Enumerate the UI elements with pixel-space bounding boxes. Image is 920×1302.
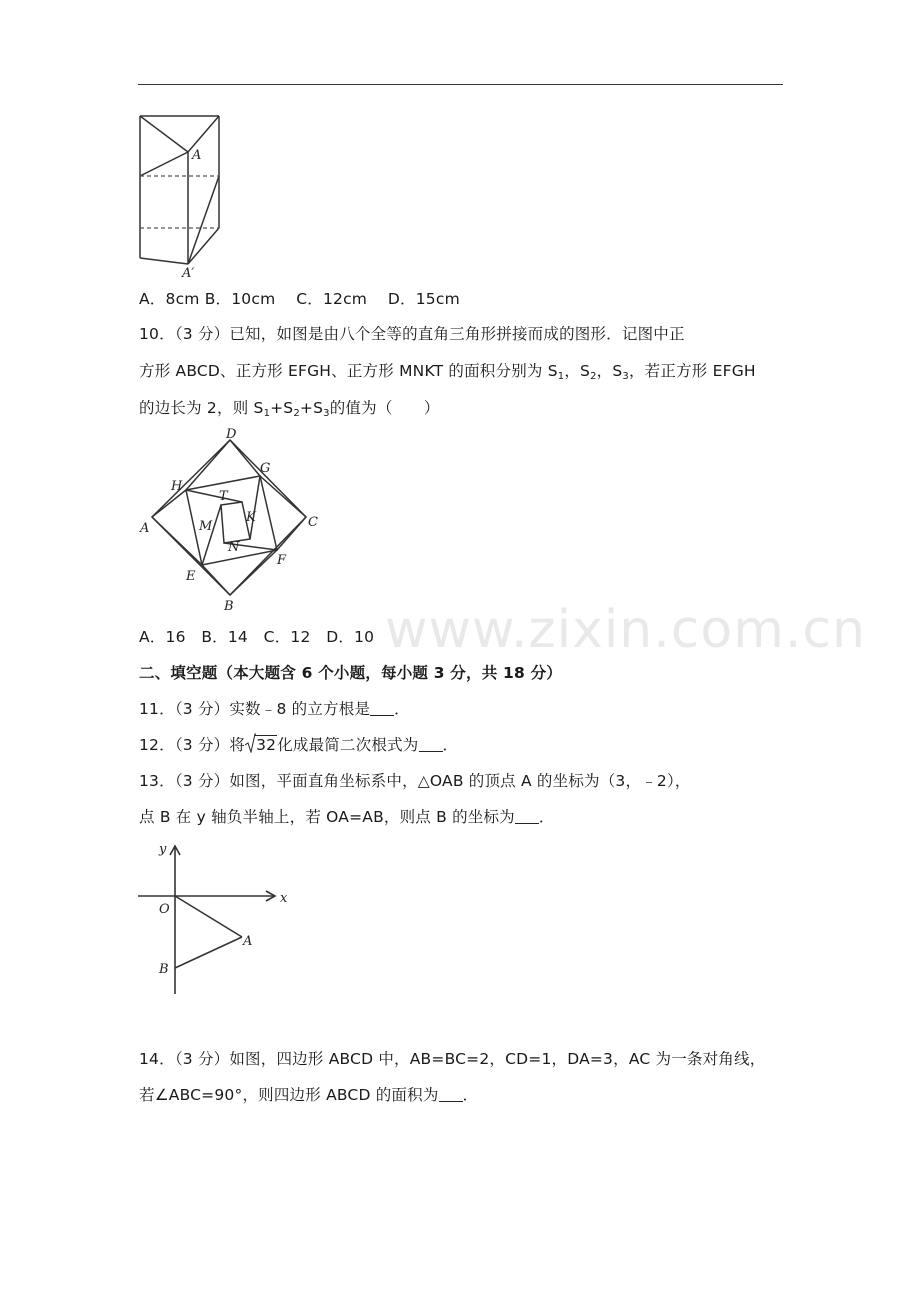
heading-part-c: 个小题，每小题 xyxy=(312,664,434,682)
q10-line2-pre: 方形 ABCD、正方形 EFGH、正方形 MNKT 的面积分别为 S xyxy=(139,362,558,380)
heading-part-a: 二、填空题（本大题含 xyxy=(139,664,302,682)
q12-pre: 12．（3 分）将 xyxy=(139,736,246,754)
q11-post: ． xyxy=(394,700,410,718)
q13-answer-blank[interactable] xyxy=(515,809,539,824)
q10-line3-p1: +S xyxy=(270,399,294,417)
q14-line1: 14．（3 分）如图，四边形 ABCD 中，AB=BC=2，CD=1，DA=3，AC 为一条对角线， xyxy=(139,1050,766,1068)
axis-y-label: y xyxy=(159,842,167,857)
coordinate-figure xyxy=(135,838,295,998)
q12-mid: 化成最简二次根式为 xyxy=(277,736,419,754)
label-A: A xyxy=(140,521,150,536)
q11-pre: 11．（3 分）实数﹣8 的立方根是 xyxy=(139,700,371,718)
label-T: T xyxy=(219,489,228,504)
q10-line2-sep2: ，S xyxy=(596,362,623,380)
q12-radicand: 32 xyxy=(256,736,277,754)
label-F: F xyxy=(277,553,287,568)
q10-line3-pre: 的边长为 2，则 S xyxy=(139,399,264,417)
q10-line2-post: ，若正方形 EFGH xyxy=(628,362,756,380)
q10-line2-sep1: ，S xyxy=(564,362,591,380)
q14-answer-blank[interactable] xyxy=(439,1087,463,1102)
q10-line2-s3: 3 xyxy=(622,371,629,382)
q12 xyxy=(139,734,458,756)
prism-figure xyxy=(136,112,236,282)
squares-figure xyxy=(130,420,340,620)
heading-part-f: 18 xyxy=(503,664,525,682)
q10-line2-s2: 2 xyxy=(590,371,597,382)
label-G: G xyxy=(260,461,271,476)
q10-line3-s2: 2 xyxy=(293,408,300,419)
q10-line3-post: 的值为（ ） xyxy=(329,399,440,417)
q10-line3-s1: 1 xyxy=(263,408,271,419)
q11 xyxy=(139,698,410,720)
q10-line1: 10．（3 分）已知，如图是由八个全等的直角三角形拼接而成的图形．记图中正 xyxy=(139,325,685,343)
q14-line2-post: ． xyxy=(462,1086,479,1104)
label-K: K xyxy=(246,510,256,525)
q10-line3 xyxy=(139,397,440,419)
heading-part-d: 3 xyxy=(433,664,445,682)
q12-post: ． xyxy=(442,736,459,754)
heading-part-b: 6 xyxy=(301,664,313,682)
q10-options: A．16 B．14 C．12 D．10 xyxy=(139,628,375,646)
label-N: N xyxy=(228,540,240,555)
heading-part-e: 分，共 xyxy=(444,664,503,682)
q10-line3-s3: 3 xyxy=(323,408,330,419)
label-C: C xyxy=(308,515,318,530)
label-D: D xyxy=(226,427,237,442)
q9-options: A．8cm B．10cm C．12cm D．15cm xyxy=(139,290,460,308)
q10-line3-p2: +S xyxy=(299,399,324,417)
label-B: B xyxy=(224,599,234,614)
q10-line2-s1: 1 xyxy=(557,371,565,382)
q13-line2-post: ． xyxy=(538,808,555,826)
q13-line2 xyxy=(139,806,555,828)
q13-line2-pre: 点 B 在 y 轴负半轴上，若 OA=AB，则点 B 的坐标为 xyxy=(139,808,515,826)
label-H: H xyxy=(171,479,183,494)
header-rule xyxy=(138,84,783,85)
sqrt-symbol xyxy=(245,734,277,756)
watermark: www.zixin.com.cn xyxy=(385,600,866,660)
label-A: A xyxy=(243,934,253,949)
label-E: E xyxy=(186,569,196,584)
q12-answer-blank[interactable] xyxy=(419,737,443,752)
heading-part-g: 分） xyxy=(524,664,562,682)
q11-answer-blank[interactable] xyxy=(370,701,394,716)
axis-x-label: x xyxy=(280,891,288,906)
q14-line2-pre: 若∠ABC=90°，则四边形 ABCD 的面积为 xyxy=(139,1086,439,1104)
label-B: B xyxy=(159,962,169,977)
label-M: M xyxy=(199,519,213,534)
q14-line2 xyxy=(139,1084,478,1106)
label-A: A xyxy=(192,148,202,163)
q10-line2 xyxy=(139,360,756,382)
q13-line1: 13．（3 分）如图，平面直角坐标系中，△OAB 的顶点 A 的坐标为（3，﹣2）， xyxy=(139,772,691,790)
label-O: O xyxy=(159,902,170,917)
section2-heading xyxy=(139,662,562,684)
label-A-prime: A′ xyxy=(182,266,195,281)
